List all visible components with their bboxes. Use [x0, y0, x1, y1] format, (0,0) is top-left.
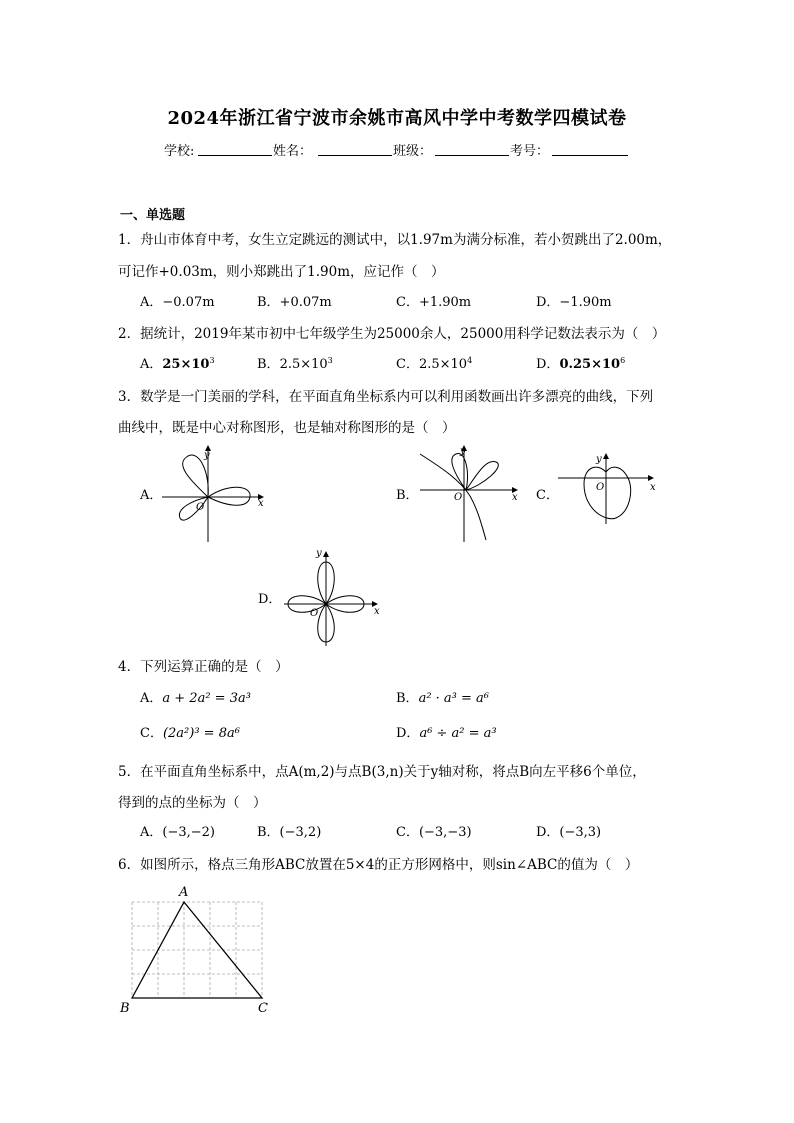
q2-b-prefix: B．	[257, 357, 280, 372]
q2-c-prefix: C．	[396, 357, 419, 372]
q4-option-c[interactable]	[140, 722, 240, 741]
name-blank[interactable]	[318, 142, 392, 160]
q3-option-c[interactable]: C．	[536, 488, 559, 503]
q6-grid-triangle	[118, 880, 278, 1020]
q3a-x-label: x	[258, 498, 264, 509]
q2-line1: 2．据统计，2019年某市初中七年级学生为25000余人，25000用科学记数法表示为（ ）	[118, 326, 666, 342]
q3-graph-a	[160, 440, 270, 544]
q6-vertex-c: C	[258, 1001, 268, 1016]
exam-no-label: 考号：	[510, 144, 550, 159]
q4-c-expr: (2a²)³ = 8a⁶	[162, 726, 240, 741]
q3d-x-label: x	[374, 606, 380, 617]
q3c-y-label: y	[596, 454, 602, 465]
q4-c-prefix: C．	[140, 726, 163, 741]
q2-option-b[interactable]	[257, 353, 333, 372]
q3-option-d[interactable]: D．	[258, 592, 282, 607]
q3d-origin: O	[310, 608, 319, 619]
q3b-origin: O	[454, 492, 463, 503]
q4-d-expr: a⁶ ÷ a² = a³	[419, 726, 497, 741]
q3b-y-label: y	[460, 446, 466, 457]
q1-option-c[interactable]: C．+1.90m	[396, 295, 472, 310]
q3c-origin: O	[596, 482, 605, 493]
q4-a-prefix: A．	[140, 691, 163, 706]
q3-line2: 曲线中，既是中心对称图形，也是轴对称图形的是（ ）	[118, 420, 456, 436]
q6-line1: 6．如图所示，格点三角形ABC放置在5×4的正方形网格中，则sin∠ABC的值为（ ）	[118, 857, 639, 873]
q4-option-a[interactable]	[140, 687, 251, 706]
q4-b-prefix: B．	[396, 691, 419, 706]
q1-option-a[interactable]: A．−0.07m	[140, 295, 215, 310]
q6-vertex-b: B	[120, 1001, 130, 1016]
q4-option-b[interactable]	[396, 687, 489, 706]
q6-grid-lines	[132, 902, 262, 998]
exam-no-blank[interactable]	[552, 142, 628, 160]
page-title: 2024年浙江省宁波市余姚市高风中学中考数学四模试卷	[167, 108, 627, 129]
q1-line1: 1．舟山市体育中考，女生立定跳远的测试中，以1.97m为满分标准，若小贺跳出了2.00m，	[118, 232, 672, 248]
q6-vertex-a: A	[179, 885, 189, 900]
q3-option-b[interactable]: B．	[396, 488, 419, 503]
school-blank[interactable]	[198, 142, 272, 160]
q3-option-a[interactable]: A．	[140, 488, 163, 503]
q3a-y-label: y	[204, 450, 210, 461]
q4-line1: 4．下列运算正确的是（ ）	[118, 659, 289, 675]
q3b-x-label: x	[512, 492, 518, 503]
q4-d-prefix: D．	[396, 726, 420, 741]
q1-option-b[interactable]: B．+0.07m	[257, 295, 332, 310]
q1-line2: 可记作+0.03m，则小郑跳出了1.90m，应记作（ ）	[118, 264, 445, 280]
q5-option-d[interactable]: D．(−3,3)	[536, 825, 602, 840]
school-label: 学校:	[164, 144, 195, 159]
q2-a-base: 25×10	[162, 357, 210, 372]
q4-b-expr: a² · a³ = a⁶	[418, 691, 490, 706]
class-blank[interactable]	[435, 142, 509, 160]
q1-option-d[interactable]: D．−1.90m	[536, 295, 612, 310]
q2-option-c[interactable]	[396, 353, 472, 372]
class-label: 班级：	[393, 144, 433, 159]
q2-b-base: 2.5×10	[279, 357, 328, 372]
q3-graph-c	[556, 450, 660, 530]
q2-a-prefix: A．	[140, 357, 163, 372]
q2-d-prefix: D．	[536, 357, 560, 372]
q5-line1: 5．在平面直角坐标系中，点A(m,2)与点B(3,n)关于y轴对称，将点B向左平移6个单位，	[118, 764, 646, 780]
q2-c-exp: 4	[467, 356, 473, 365]
q5-line2: 得到的点的坐标为（ ）	[118, 795, 267, 811]
q3d-y-label: y	[316, 548, 322, 559]
q3-graph-b	[416, 440, 526, 544]
q2-b-exp: 3	[327, 356, 333, 365]
q3-line1: 3．数学是一门美丽的学科，在平面直角坐标系内可以利用函数画出许多漂亮的曲线，下列	[118, 389, 654, 405]
q2-d-base: 0.25×10	[559, 357, 621, 372]
q3-graph-d	[280, 544, 390, 648]
q5-option-b[interactable]: B．(−3,2)	[257, 825, 322, 840]
q4-a-expr: a + 2a² = 3a³	[162, 691, 251, 706]
q3c-x-label: x	[650, 482, 656, 493]
q2-d-exp: 6	[620, 356, 626, 365]
q5-option-a[interactable]: A．(−3,−2)	[140, 825, 215, 840]
q4-option-d[interactable]	[396, 722, 497, 741]
q2-option-d[interactable]	[536, 353, 625, 372]
q2-option-a[interactable]	[140, 353, 215, 372]
name-label: 姓名：	[273, 144, 313, 159]
q2-c-base: 2.5×10	[418, 357, 468, 372]
section-heading: 一、单选题	[120, 208, 186, 223]
q2-a-exp: 3	[209, 356, 215, 365]
q3a-origin: O	[196, 502, 205, 513]
q5-option-c[interactable]: C．(−3,−3)	[396, 825, 472, 840]
